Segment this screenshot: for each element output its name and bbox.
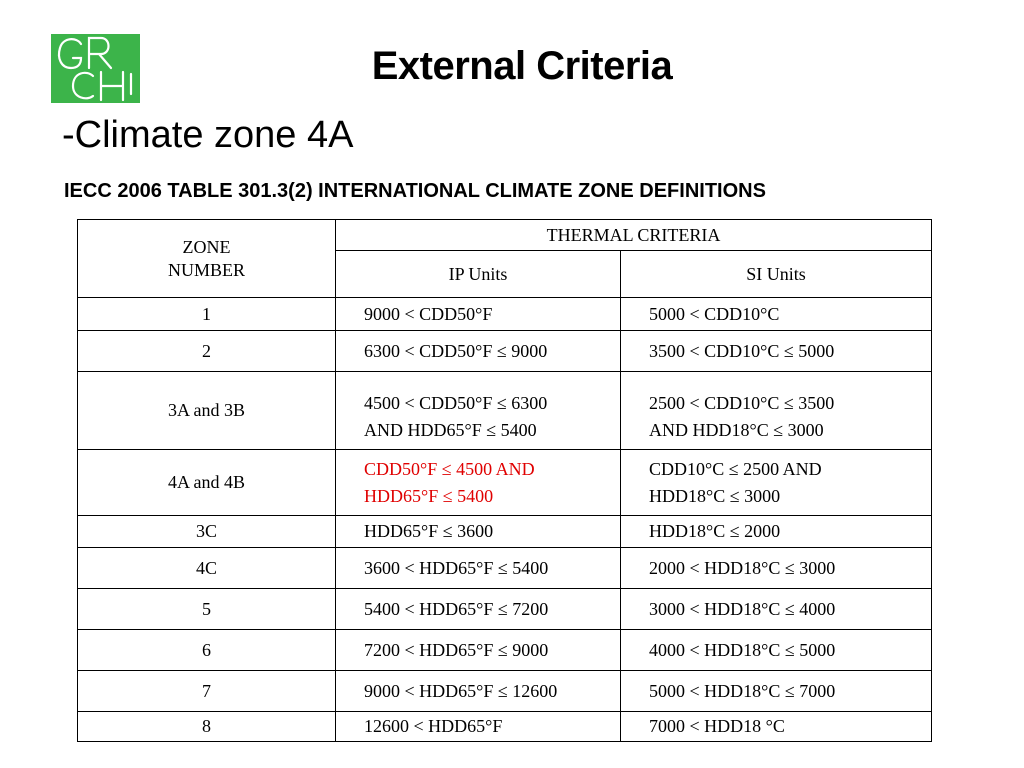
- ip-criteria-line: 4500 < CDD50°F ≤ 6300: [364, 392, 548, 413]
- zone-rows: [78, 298, 932, 742]
- ip-criteria-cell: [336, 589, 621, 630]
- table-row: [78, 516, 932, 548]
- zone-cell: 3A and 3B: [78, 372, 336, 450]
- table-row: [78, 548, 932, 589]
- table-row: [78, 712, 932, 742]
- zone-cell: 4C: [78, 548, 336, 589]
- zone-cell: 7: [78, 671, 336, 712]
- ip-criteria-cell: [336, 630, 621, 671]
- zone-cell: 2: [78, 331, 336, 372]
- ip-criteria-cell: [336, 548, 621, 589]
- zone-cell: 1: [78, 298, 336, 331]
- table-row: [78, 450, 932, 516]
- si-criteria-line: HDD18°C ≤ 3000: [649, 485, 781, 506]
- table-row: [78, 671, 932, 712]
- si-criteria-cell: [621, 589, 932, 630]
- ip-criteria-cell: [336, 298, 621, 331]
- table-row: [78, 298, 932, 331]
- ip-criteria-line: 3600 < HDD65°F ≤ 5400: [364, 557, 549, 578]
- si-criteria-line: 4000 < HDD18°C ≤ 5000: [649, 639, 836, 660]
- si-criteria-line: 5000 < HDD18°C ≤ 7000: [649, 680, 836, 701]
- si-criteria-line: AND HDD18°C ≤ 3000: [649, 419, 824, 440]
- table-row: [78, 372, 932, 450]
- ip-criteria-cell: [336, 450, 621, 516]
- zone-cell: 8: [78, 712, 336, 742]
- si-criteria-cell: [621, 630, 932, 671]
- ip-criteria-line: 12600 < HDD65°F: [364, 716, 503, 736]
- si-criteria-line: CDD10°C ≤ 2500 AND: [649, 458, 822, 479]
- ip-criteria-line: HDD65°F ≤ 5400: [364, 485, 494, 506]
- si-criteria-cell: [621, 298, 932, 331]
- table-row: [78, 589, 932, 630]
- si-criteria-cell: [621, 548, 932, 589]
- si-criteria-line: HDD18°C ≤ 2000: [649, 521, 781, 541]
- zone-cell: 6: [78, 630, 336, 671]
- thermal-criteria-header: THERMAL CRITERIA: [336, 220, 932, 251]
- zone-cell: 3C: [78, 516, 336, 548]
- zone-number-header: [78, 220, 336, 298]
- ip-criteria-line: 7200 < HDD65°F ≤ 9000: [364, 639, 549, 660]
- climate-zone-table: [77, 219, 932, 742]
- table-row: [78, 331, 932, 372]
- ip-criteria-cell: [336, 712, 621, 742]
- si-criteria-line: 5000 < CDD10°C: [649, 303, 780, 324]
- si-criteria-line: 2000 < HDD18°C ≤ 3000: [649, 557, 836, 578]
- page-title: External Criteria: [371, 44, 673, 88]
- zone-cell: 4A and 4B: [78, 450, 336, 516]
- ip-criteria-cell: [336, 671, 621, 712]
- si-criteria-line: 3500 < CDD10°C ≤ 5000: [649, 340, 835, 361]
- si-criteria-cell: [621, 671, 932, 712]
- si-criteria-cell: [621, 712, 932, 742]
- page-subtitle: -Climate zone 4A: [62, 114, 354, 156]
- zone-number-header-label: ZONE NUMBER: [167, 236, 245, 280]
- si-criteria-cell: [621, 331, 932, 372]
- ip-criteria-line: 6300 < CDD50°F ≤ 9000: [364, 340, 548, 361]
- si-criteria-line: 3000 < HDD18°C ≤ 4000: [649, 598, 836, 619]
- ip-units-header: IP Units: [336, 251, 621, 298]
- ip-criteria-cell: [336, 516, 621, 548]
- ip-criteria-line: 9000 < HDD65°F ≤ 12600: [364, 680, 558, 701]
- si-criteria-line: 2500 < CDD10°C ≤ 3500: [649, 392, 835, 413]
- table-row: [78, 630, 932, 671]
- ip-criteria-line: AND HDD65°F ≤ 5400: [364, 419, 537, 440]
- si-criteria-cell: [621, 516, 932, 548]
- si-criteria-line: 7000 < HDD18 °C: [649, 716, 785, 736]
- ip-criteria-line: CDD50°F ≤ 4500 AND: [364, 458, 535, 479]
- ip-criteria-line: 5400 < HDD65°F ≤ 7200: [364, 598, 549, 619]
- ip-criteria-line: HDD65°F ≤ 3600: [364, 521, 494, 541]
- si-units-header: SI Units: [621, 251, 932, 298]
- si-criteria-cell: [621, 450, 932, 516]
- si-criteria-cell: [621, 372, 932, 450]
- ip-criteria-cell: [336, 331, 621, 372]
- ip-criteria-line: 9000 < CDD50°F: [364, 303, 493, 324]
- table-caption: IECC 2006 TABLE 301.3(2) INTERNATIONAL CLIMATE ZONE DEFINITIONS: [64, 180, 766, 202]
- ip-criteria-cell: [336, 372, 621, 450]
- zone-cell: 5: [78, 589, 336, 630]
